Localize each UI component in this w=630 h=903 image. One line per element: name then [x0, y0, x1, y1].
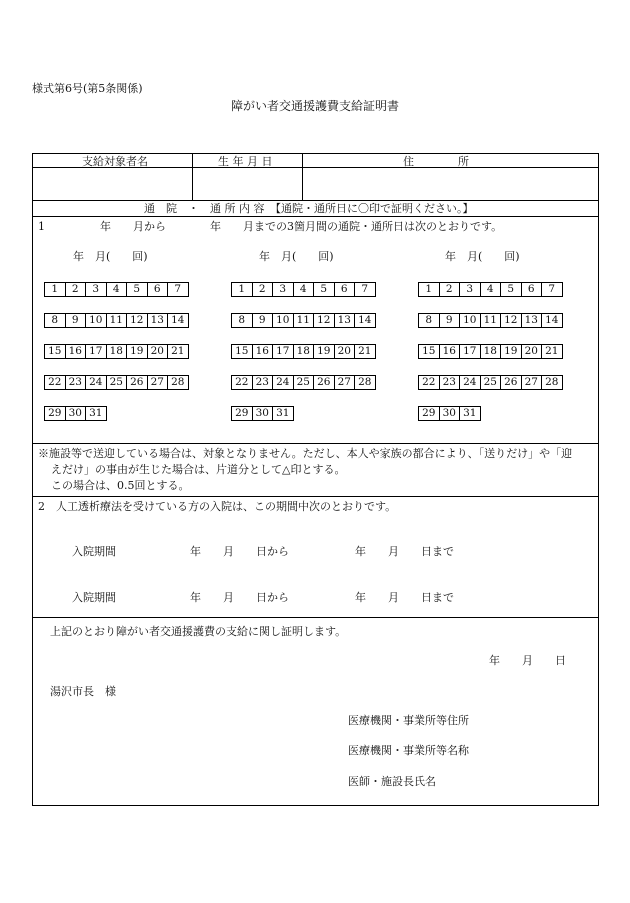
- calendar-day-cell[interactable]: 15: [231, 344, 253, 359]
- calendar-row: [231, 344, 376, 359]
- month-label: 年 月( 回): [445, 250, 520, 263]
- calendar-day-cell[interactable]: 8: [44, 313, 66, 328]
- calendar-day-cell[interactable]: 18: [480, 344, 502, 359]
- calendar-day-cell[interactable]: 14: [541, 313, 563, 328]
- certification-date: 年 月 日: [489, 654, 566, 667]
- calendar-day-cell[interactable]: 5: [126, 282, 148, 297]
- calendar-day-cell[interactable]: 1: [44, 282, 66, 297]
- address-header: 住 所: [403, 155, 469, 168]
- section-heading: 通 院 ・ 通 所 内 容 【通院・通所日に〇印で証明ください。】: [144, 202, 474, 215]
- calendar-row: [418, 406, 481, 421]
- calendar-day-cell[interactable]: 16: [65, 344, 87, 359]
- calendar-day-cell[interactable]: 12: [126, 313, 148, 328]
- calendar-day-cell[interactable]: 22: [231, 375, 253, 390]
- institution-address-label: 医療機関・事業所等住所: [348, 714, 469, 727]
- calendar-day-cell[interactable]: 25: [480, 375, 502, 390]
- form-title: 障がい者交通援護費支給証明書: [231, 99, 400, 113]
- calendar-day-cell[interactable]: 30: [65, 406, 87, 421]
- calendar-day-cell[interactable]: 2: [252, 282, 274, 297]
- calendar-day-cell[interactable]: 18: [106, 344, 128, 359]
- calendar-day-cell[interactable]: 29: [418, 406, 440, 421]
- calendar-day-cell[interactable]: 20: [147, 344, 169, 359]
- calendar-day-cell[interactable]: 28: [167, 375, 189, 390]
- calendar-day-cell[interactable]: 31: [85, 406, 107, 421]
- addressee: 湯沢市長 様: [50, 685, 116, 698]
- calendar-day-cell[interactable]: 28: [541, 375, 563, 390]
- calendar-day-cell[interactable]: 16: [439, 344, 461, 359]
- calendar-day-cell[interactable]: 4: [293, 282, 315, 297]
- calendar-row: [231, 313, 376, 328]
- section1-intro: 1 年 月から 年 月までの3箇月間の通院・通所日は次のとおりです。: [38, 220, 503, 233]
- calendar-day-cell[interactable]: 26: [126, 375, 148, 390]
- calendar-day-cell[interactable]: 24: [459, 375, 481, 390]
- calendar-day-cell[interactable]: 23: [439, 375, 461, 390]
- calendar-day-cell[interactable]: 5: [313, 282, 335, 297]
- calendar-day-cell[interactable]: 30: [252, 406, 274, 421]
- calendar-day-cell[interactable]: 21: [167, 344, 189, 359]
- note-line-2: えだけ」の事由が生じた場合は、片道分として△印とする。: [51, 463, 346, 476]
- calendar-day-cell[interactable]: 21: [541, 344, 563, 359]
- calendar-day-cell[interactable]: 7: [354, 282, 376, 297]
- calendar-day-cell[interactable]: 21: [354, 344, 376, 359]
- calendar-row: [231, 282, 376, 297]
- calendar-day-cell[interactable]: 10: [459, 313, 481, 328]
- calendar-day-cell[interactable]: 11: [480, 313, 502, 328]
- calendar-day-cell[interactable]: 10: [272, 313, 294, 328]
- doctor-name-label: 医師・施設長氏名: [348, 775, 436, 788]
- calendar-day-cell[interactable]: 3: [272, 282, 294, 297]
- calendar-day-cell[interactable]: 17: [272, 344, 294, 359]
- calendar-day-cell[interactable]: 4: [106, 282, 128, 297]
- calendar-day-cell[interactable]: 24: [85, 375, 107, 390]
- calendar-day-cell[interactable]: 12: [313, 313, 335, 328]
- calendar-day-cell[interactable]: 23: [65, 375, 87, 390]
- calendar-day-cell[interactable]: 27: [521, 375, 543, 390]
- note-line-1: ※施設等で送迎している場合は、対象となりません。ただし、本人や家族の都合により、「送りだけ」や「迎: [38, 447, 573, 460]
- calendar-day-cell[interactable]: 19: [500, 344, 522, 359]
- calendar-row: [418, 375, 563, 390]
- note-line-3: この場合は、0.5回とする。: [51, 479, 190, 492]
- calendar-day-cell[interactable]: 27: [147, 375, 169, 390]
- calendar-day-cell[interactable]: 9: [65, 313, 87, 328]
- month-label: 年 月( 回): [73, 250, 148, 263]
- calendar-day-cell[interactable]: 29: [44, 406, 66, 421]
- recipient-name-header: 支給対象者名: [82, 155, 148, 168]
- calendar-row: [231, 375, 376, 390]
- calendar-day-cell[interactable]: 9: [252, 313, 274, 328]
- calendar-day-cell[interactable]: 12: [500, 313, 522, 328]
- calendar-row: [44, 282, 189, 297]
- calendar-day-cell[interactable]: 11: [106, 313, 128, 328]
- form-number: 様式第6号(第5条関係): [32, 82, 143, 95]
- certification-statement: 上記のとおり障がい者交通援護費の支給に関し証明します。: [50, 625, 347, 638]
- calendar-day-cell[interactable]: 3: [85, 282, 107, 297]
- calendar-day-cell[interactable]: 8: [418, 313, 440, 328]
- calendar-day-cell[interactable]: 14: [167, 313, 189, 328]
- institution-name-label: 医療機関・事業所等名称: [348, 744, 469, 757]
- calendar-day-cell[interactable]: 29: [231, 406, 253, 421]
- calendar-row: [44, 313, 189, 328]
- calendar-day-cell[interactable]: 2: [65, 282, 87, 297]
- hospitalization-from: 年 月 日から: [190, 591, 289, 604]
- calendar-day-cell[interactable]: 22: [44, 375, 66, 390]
- calendar-day-cell[interactable]: 27: [334, 375, 356, 390]
- calendar-row: [44, 406, 107, 421]
- calendar-day-cell[interactable]: 24: [272, 375, 294, 390]
- hospitalization-to: 年 月 日まで: [355, 545, 454, 558]
- calendar-day-cell[interactable]: 7: [167, 282, 189, 297]
- calendar-day-cell[interactable]: 22: [418, 375, 440, 390]
- calendar-day-cell[interactable]: 6: [521, 282, 543, 297]
- calendar-day-cell[interactable]: 10: [85, 313, 107, 328]
- hospitalization-from: 年 月 日から: [190, 545, 289, 558]
- section2-intro: 2 人工透析療法を受けている方の入院は、この期間中次のとおりです。: [38, 500, 397, 513]
- hospitalization-label: 入院期間: [72, 545, 116, 558]
- calendar-day-cell[interactable]: 18: [293, 344, 315, 359]
- calendar-day-cell[interactable]: 4: [480, 282, 502, 297]
- calendar-day-cell[interactable]: 19: [313, 344, 335, 359]
- calendar-row: [418, 282, 563, 297]
- calendar-day-cell[interactable]: 7: [541, 282, 563, 297]
- hospitalization-to: 年 月 日まで: [355, 591, 454, 604]
- calendar-day-cell[interactable]: 14: [354, 313, 376, 328]
- calendar-day-cell[interactable]: 20: [521, 344, 543, 359]
- calendar-day-cell[interactable]: 13: [521, 313, 543, 328]
- calendar-day-cell[interactable]: 3: [459, 282, 481, 297]
- calendar-day-cell[interactable]: 20: [334, 344, 356, 359]
- calendar-day-cell[interactable]: 23: [252, 375, 274, 390]
- calendar-day-cell[interactable]: 13: [334, 313, 356, 328]
- calendar-day-cell[interactable]: 1: [418, 282, 440, 297]
- calendar-day-cell[interactable]: 17: [85, 344, 107, 359]
- calendar-day-cell[interactable]: 30: [439, 406, 461, 421]
- hospitalization-label: 入院期間: [72, 591, 116, 604]
- calendar-day-cell[interactable]: 31: [272, 406, 294, 421]
- calendar-day-cell[interactable]: 26: [313, 375, 335, 390]
- month-label: 年 月( 回): [259, 250, 334, 263]
- calendar-day-cell[interactable]: 31: [459, 406, 481, 421]
- birth-date-header: 生 年 月 日: [218, 155, 273, 168]
- calendar-row: [44, 375, 189, 390]
- calendar-day-cell[interactable]: 25: [106, 375, 128, 390]
- calendar-day-cell[interactable]: 25: [293, 375, 315, 390]
- calendar-day-cell[interactable]: 15: [44, 344, 66, 359]
- calendar-row: [418, 344, 563, 359]
- calendar-day-cell[interactable]: 19: [126, 344, 148, 359]
- calendar-day-cell[interactable]: 11: [293, 313, 315, 328]
- calendar-day-cell[interactable]: 6: [334, 282, 356, 297]
- calendar-row: [231, 406, 294, 421]
- calendar-day-cell[interactable]: 2: [439, 282, 461, 297]
- calendar-row: [44, 344, 189, 359]
- calendar-day-cell[interactable]: 6: [147, 282, 169, 297]
- calendar-day-cell[interactable]: 9: [439, 313, 461, 328]
- calendar-day-cell[interactable]: 17: [459, 344, 481, 359]
- calendar-row: [418, 313, 563, 328]
- calendar-day-cell[interactable]: 16: [252, 344, 274, 359]
- calendar-day-cell[interactable]: 5: [500, 282, 522, 297]
- calendar-day-cell[interactable]: 26: [500, 375, 522, 390]
- calendar-day-cell[interactable]: 8: [231, 313, 253, 328]
- calendar-day-cell[interactable]: 28: [354, 375, 376, 390]
- calendar-day-cell[interactable]: 13: [147, 313, 169, 328]
- calendar-day-cell[interactable]: 15: [418, 344, 440, 359]
- calendar-day-cell[interactable]: 1: [231, 282, 253, 297]
